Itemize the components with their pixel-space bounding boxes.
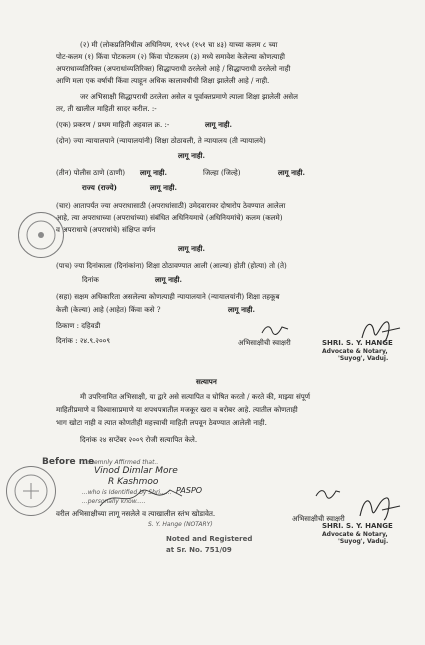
verification-line-3: भाग खोटा नाही व त्यात कोणतीही महत्त्वाची माहिती लपवून ठेवण्यात आलेली नाही. — [56, 418, 267, 427]
place-label: ठिकाण : दहिवडी — [56, 321, 101, 330]
before-me-label: Before me — [42, 457, 95, 467]
advocate-stamp-1 — [322, 340, 393, 363]
scribble-signature — [96, 482, 186, 512]
item3-label: (तीन) पोलीस ठाणे (ठाणी) — [56, 168, 125, 177]
item6-value: लागू नाही. — [228, 305, 255, 314]
item5-text: (पाच) ज्या दिनांकाला (दिनांकांना) शिक्षा ठोठावण्यात आली (आल्या) होती (होत्या) तो (ते) — [56, 261, 287, 270]
verification-date: दिनांक २४ सप्टेंबर २००९ रोजी सत्यापित केले. — [80, 435, 198, 444]
verification-title: सत्यापन — [196, 377, 217, 386]
notary-signature-2 — [356, 494, 404, 524]
item3-state-label: राज्य (राज्ये) — [82, 183, 118, 192]
item4-value: लागू नाही. — [178, 244, 205, 253]
item6-line-1: (सहा) सक्षम अधिकारिता असलेल्या कोणत्याही न्यायालयाने (न्यायालयांनी) शिक्षा तहकूब — [56, 292, 280, 301]
item3-value: लागू नाही. — [140, 168, 167, 177]
item2-label: (दोन) ज्या न्यायालयाने (न्यायालयांनी) शिक्षा ठोठावली, ते न्यायालय (ती न्यायालये) — [56, 136, 266, 145]
seal-ring-icon — [19, 213, 63, 257]
item1-value: लागू नाही. — [205, 120, 232, 129]
stamp-role: Advocate & Notary, — [322, 347, 388, 355]
advocate-stamp-2 — [322, 523, 393, 546]
item3-state-value: लागू नाही. — [150, 183, 177, 192]
para2-line-4: आणि मला एक वर्षाची किंवा त्याहून अधिक कालावधीची शिक्षा झालेली आहे / नाही. — [56, 76, 270, 85]
item3-district-value: लागू नाही. — [278, 168, 305, 177]
stamp-role: Advocate & Notary, — [322, 530, 388, 538]
item5-value: लागू नाही. — [155, 275, 182, 284]
noted-registered: Noted and Registered — [166, 535, 253, 543]
item4-line-1: (चार) आतापर्यंत ज्या अपराधासाठी (अपराधांसाठी) उमेदवारावर दोषारोप ठेवण्यात आलेला — [56, 201, 286, 210]
para2-line-2: पोट-कलम (१) किंवा पोटकलम (२) किंवा पोटकलम (३) मध्ये समावेश केलेल्या कोणत्याही — [56, 52, 285, 61]
stamp-name: SHRI. S. Y. HANGE — [322, 339, 393, 347]
item4-line-2: आहे, त्या अपराधाच्या (अपराधांच्या) संबंधित अधिनियमाचे (अधिनियमांचे) कलम (कलमे) — [56, 213, 283, 222]
item2-value: लागू नाही. — [178, 151, 205, 160]
signature-label-1: अभिसाक्षीची स्वाक्षरी — [238, 338, 291, 347]
date-label: दिनांक : २४.९.२००९ — [56, 336, 111, 345]
para3-line-2: तर, ती खालील माहिती सादर करील. :- — [56, 104, 157, 113]
last-instruction-line: वरील अभिसाक्षीच्या लागू नसलेले व त्याखालील स्तंभ खोडावेत. — [56, 509, 216, 518]
seal-ring-icon — [7, 467, 55, 515]
affirmed-line: ...ssemnly Affirmed that.. — [82, 459, 159, 466]
handwritten-name-2: R Kashmoo — [108, 477, 159, 487]
para2-line-3: अपराधाव्यतिरिक्त (अपराधांव्यतिरिक्त) सिद्धापराधी ठरलेलो आहे / सिद्धापराधी ठरलेलो नाही — [56, 64, 291, 73]
known-line: ...personally know..... — [82, 498, 146, 505]
stamp-address: 'Suyog', Vaduj. — [338, 538, 389, 546]
notary-seal-top — [18, 212, 64, 258]
item5-date-label: दिनांक — [82, 275, 99, 284]
stamp-address: 'Suyog', Vaduj. — [338, 355, 389, 363]
stamp-name: SHRI. S. Y. HANGE — [322, 522, 393, 530]
item4-line-3: व अपराधाचे (अपराधांचे) संक्षिप्त वर्णन — [56, 225, 156, 234]
verification-line-2: माहितीप्रमाणे व विश्वासाप्रमाणे या शपथपत्रातील मजकूर खरा व बरोबर आहे. त्यातील कोणताही — [56, 405, 298, 414]
signature-label-2: अभिसाक्षीची स्वाक्षरी — [292, 514, 345, 523]
item3-district-label: जिल्हा (जिल्हे) — [203, 168, 241, 177]
serial-number: at Sr. No. 751/09 — [166, 546, 232, 554]
notary-seal-bottom — [6, 466, 56, 516]
verification-line-1: मी उपरिनामित अभिसाक्षी, या द्वारे असे सत्यापित व घोषित करतो / करते की, माझ्या संपूर्ण — [80, 392, 310, 401]
para2-line-1: (२) मी (लोकप्रतिनिधीत्व अधिनियम, १९५१ (१५१ चा ४३) याच्या कलम ८ च्या — [80, 40, 278, 49]
handwritten-name-1: Vinod Dimlar More — [94, 466, 178, 476]
para3-line-1: जर अभिसाक्षी सिद्धापराधी ठरलेला असेल व पूर्वाक्तप्रमाणे त्याला शिक्षा झालेली असेल — [80, 92, 298, 101]
item6-line-2: केली (केल्या) आहे (आहेत) किंवा कसे ? — [56, 305, 161, 314]
handwritten-place: PASPO — [176, 486, 203, 495]
notary-name-line: S. Y. Hange (NOTARY) — [148, 521, 213, 528]
identified-line: ...who is Identified by Shri...... — [82, 489, 172, 496]
item1-label: (एक) प्रकरण / प्रथम माहिती अहवाल क्र. :- — [56, 120, 170, 129]
initials-signature-2 — [314, 486, 342, 500]
initials-signature — [260, 323, 290, 337]
